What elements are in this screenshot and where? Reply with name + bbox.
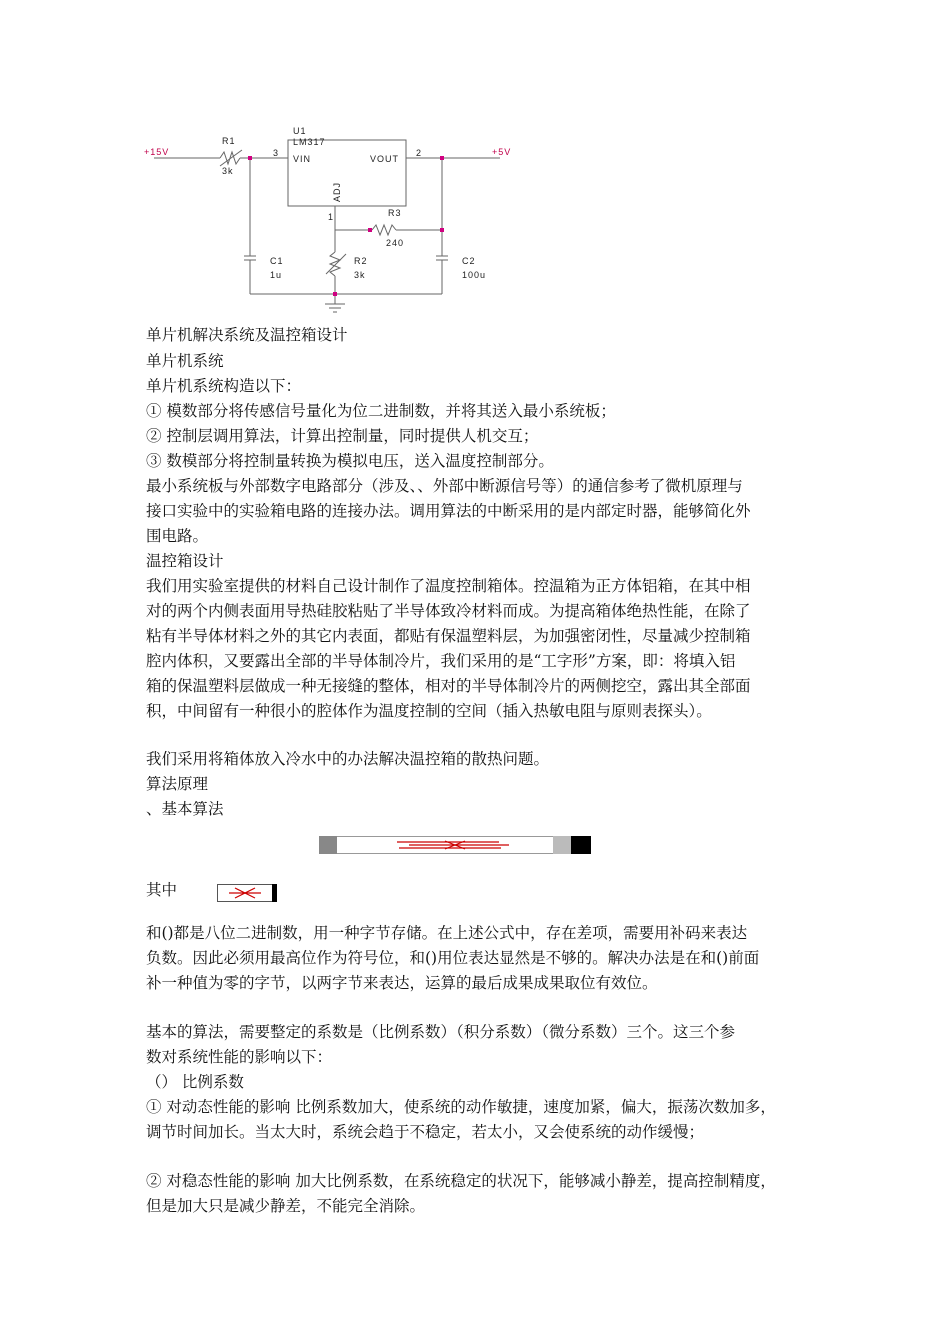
u1-part: LM317 [293,137,326,147]
adj-label: ADJ [332,181,342,202]
paragraph-line: 对的两个内侧表面用导热硅胶粘贴了半导体致冷材料而成。为提高箱体绝热性能，在除了 [146,602,751,620]
paragraph-line: ① 对动态性能的影响 比例系数加大，使系统的动作敏捷，速度加紧，偏大，振荡次数加多， [146,1098,776,1116]
paragraph-line: 但是加大只是减少静差，不能完全消除。 [146,1197,426,1215]
pin1-label: 1 [328,212,335,222]
r2-name: R2 [354,256,368,266]
c1-name: C1 [270,256,284,266]
c1-value: 1u [270,270,283,280]
list-item-3: ③ 数模部分将控制量转换为模拟电压，送入温度控制部分。 [146,452,554,470]
subheading-proportional: （） 比例系数 [146,1073,244,1091]
u1-name: U1 [293,126,307,136]
vout-label: VOUT [370,154,400,164]
subheading-basic-algorithm: 、基本算法 [146,800,224,818]
paragraph-line: 和()都是八位二进制数，用一种字节存储。在上述公式中，存在差项，需要用补码来表达 [146,924,748,942]
paragraph-line: 基本的算法，需要整定的系数是（比例系数）（积分系数）（微分系数）三个。这三个参 [146,1023,736,1041]
paragraph-line: 补一种值为零的字节，以两字节来表达，运算的最后成果成果取位有效位。 [146,974,658,992]
r3-name: R3 [388,208,402,218]
paragraph-line: 调节时间加长。当太大时，系统会趋于不稳定，若太小，又会使系统的动作缓慢； [146,1123,705,1141]
r1-name: R1 [222,136,236,146]
paragraph-line: 接口实验中的实验箱电路的连接办法。调用算法的中断采用的是内部定时器，能够简化外 [146,502,751,520]
paragraph-line: 负数。因此必须用最高位作为符号位，和()用位表达显然是不够的。解决办法是在和()前面 [146,949,760,967]
subheading-temp-box: 温控箱设计 [146,552,224,570]
c2-value: 100u [462,270,487,280]
paragraph-line: 其中 [146,881,178,899]
paragraph-line: 围电路。 [146,527,209,545]
paragraph-line: 腔内体积，又要露出全部的半导体制冷片，我们采用的是“工字形”方案，即：将填入铝 [146,652,736,670]
subheading-mcu-system: 单片机系统 [146,352,224,370]
formula-image [319,836,591,854]
output-voltage-label: +5V [492,147,512,157]
paragraph-line: 最小系统板与外部数字电路部分（涉及、、外部中断源信号等）的通信参考了微机原理与 [146,477,743,495]
list-item-1: ① 模数部分将传感信号量化为位二进制数，并将其送入最小系统板； [146,402,616,420]
paragraph-line: ② 对稳态性能的影响 加大比例系数，在系统稳定的状况下，能够减小静差，提高控制精度， [146,1172,776,1190]
pin3-label: 3 [273,148,280,158]
paragraph-line: 我们用实验室提供的材料自己设计制作了温度控制箱体。控温箱为正方体铝箱，在其中相 [146,577,751,595]
subheading-algorithm: 算法原理 [146,775,209,793]
paragraph-line: 单片机系统构造以下： [146,377,302,395]
r3-value: 240 [386,238,405,248]
r1-value: 3k [222,166,234,176]
input-voltage-label: +15V [144,147,170,157]
r2-value: 3k [354,270,366,280]
formula-image-small [217,884,277,902]
section-title: 单片机解决系统及温控箱设计 [146,326,348,344]
lm317-regulator-schematic [140,118,520,318]
paragraph-line: 粘有半导体材料之外的其它内表面，都贴有保温塑料层，为加强密闭性，尽量减少控制箱 [146,627,751,645]
vin-label: VIN [293,154,312,164]
paragraph-line: 积，中间留有一种很小的腔体作为温度控制的空间（插入热敏电阻与原则表探头）。 [146,702,712,720]
paragraph-line: 我们采用将箱体放入冷水中的办法解决温控箱的散热问题。 [146,750,550,768]
c2-name: C2 [462,256,476,266]
paragraph-line: 箱的保温塑料层做成一种无接缝的整体，相对的半导体制冷片的两侧挖空，露出其全部面 [146,677,751,695]
pin2-label: 2 [416,148,423,158]
list-item-2: ② 控制层调用算法，计算出控制量，同时提供人机交互； [146,427,539,445]
paragraph-line: 数对系统性能的影响以下： [146,1048,333,1066]
